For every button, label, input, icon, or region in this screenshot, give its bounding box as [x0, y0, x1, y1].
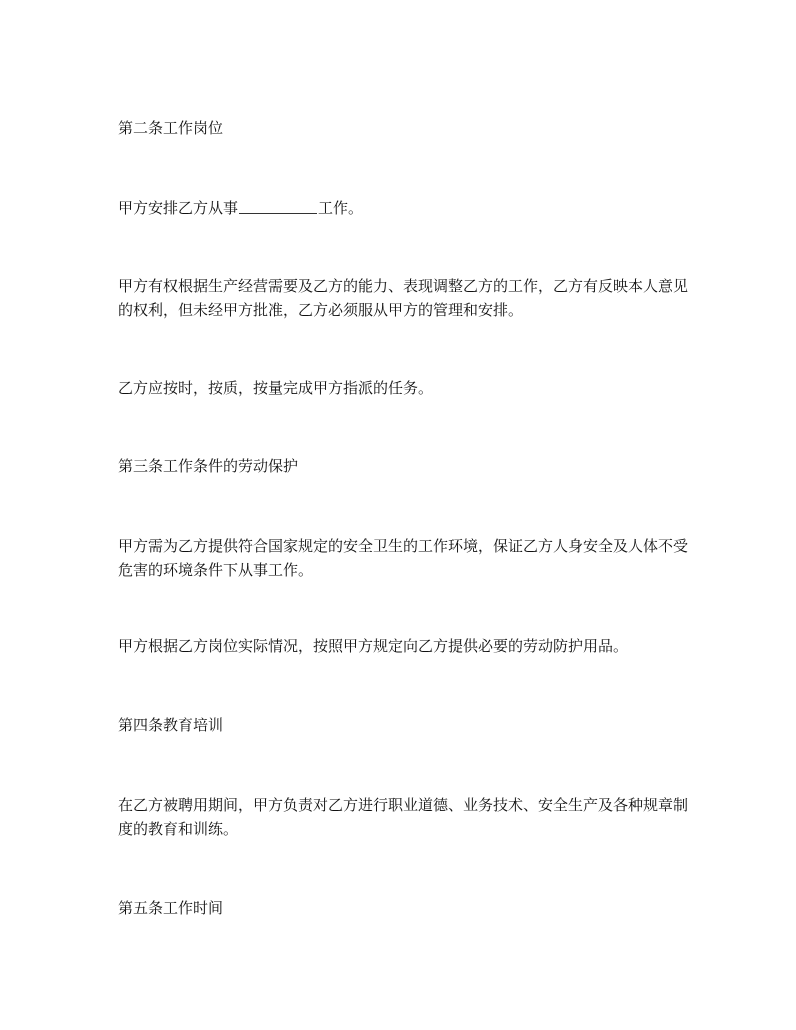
work-environment-paragraph: 甲方需为乙方提供符合国家规定的安全卫生的工作环境，保证乙方人身安全及人体不受危害的环境条件下从事工作。 [118, 537, 689, 579]
job-blank-line [239, 199, 317, 214]
job-assignment-text-after: 工作。 [318, 199, 364, 217]
article-5-heading: 第五条工作时间 [118, 899, 224, 917]
article-4-heading: 第四条教育培训 [118, 716, 224, 734]
job-assignment-paragraph [118, 196, 688, 220]
training-paragraph: 在乙方被聘用期间，甲方负责对乙方进行职业道德、业务技术、安全生产及各种规章制度的教育和训练。 [118, 796, 689, 838]
job-adjustment-paragraph: 甲方有权根据生产经营需要及乙方的能力、表现调整乙方的工作，乙方有反映本人意见的权利，但未经甲方批准，乙方必须服从甲方的管理和安排。 [118, 277, 689, 319]
task-completion-paragraph: 乙方应按时，按质，按量完成甲方指派的任务。 [118, 379, 434, 397]
protective-equipment-paragraph: 甲方根据乙方岗位实际情况，按照甲方规定向乙方提供必要的劳动防护用品。 [118, 637, 629, 655]
job-assignment-text-before: 甲方安排乙方从事 [118, 199, 239, 217]
article-3-heading: 第三条工作条件的劳动保护 [118, 457, 299, 475]
article-2-heading: 第二条工作岗位 [118, 119, 224, 137]
